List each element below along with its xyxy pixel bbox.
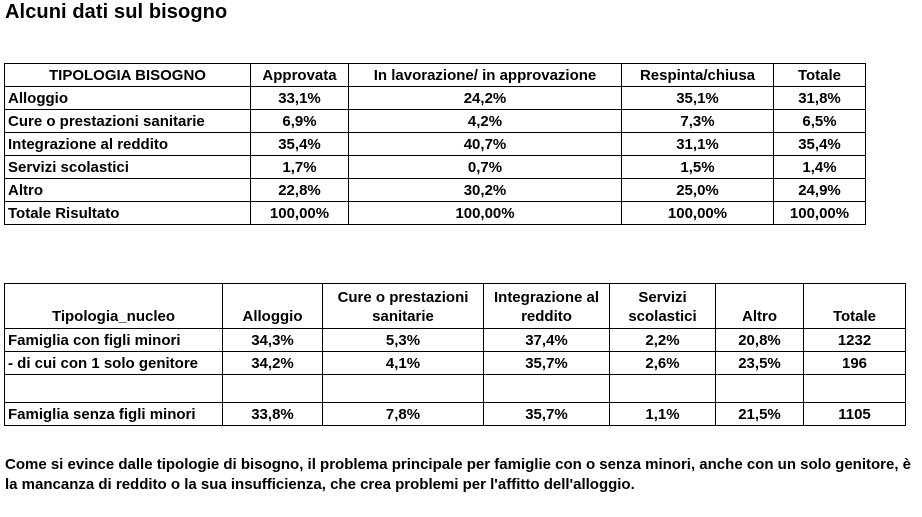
table-row [5, 110, 866, 133]
column-header: Tipologia_nucleo [5, 284, 223, 329]
column-header: Approvata [251, 64, 349, 87]
empty-cell [323, 375, 484, 403]
table-cell: 20,8% [716, 329, 804, 352]
empty-cell [610, 375, 716, 403]
column-header: In lavorazione/ in approvazione [349, 64, 622, 87]
column-header: Totale [774, 64, 866, 87]
bisogno-status-table [4, 63, 866, 225]
empty-cell [223, 375, 323, 403]
column-header: Cure o prestazioni sanitarie [323, 284, 484, 329]
empty-cell [804, 375, 906, 403]
empty-cell [484, 375, 610, 403]
table-cell: 1,7% [251, 156, 349, 179]
table-cell: 34,2% [223, 352, 323, 375]
table-cell: 100,00% [349, 202, 622, 225]
row-label: Alloggio [5, 87, 251, 110]
table-cell: 100,00% [251, 202, 349, 225]
table-cell: 40,7% [349, 133, 622, 156]
table-cell: 23,5% [716, 352, 804, 375]
table-cell: 25,0% [622, 179, 774, 202]
table-cell: 1105 [804, 403, 906, 426]
table-cell: 35,7% [484, 352, 610, 375]
table-row [5, 179, 866, 202]
table-cell: 4,2% [349, 110, 622, 133]
table-header-row [5, 284, 906, 329]
table-cell: 6,9% [251, 110, 349, 133]
table-cell: 33,1% [251, 87, 349, 110]
table-cell: 2,2% [610, 329, 716, 352]
table-row [5, 156, 866, 179]
column-header: Integrazione al reddito [484, 284, 610, 329]
table-cell: 35,1% [622, 87, 774, 110]
empty-row [5, 375, 906, 403]
table-cell: 7,3% [622, 110, 774, 133]
page-title: Alcuni dati sul bisogno [5, 1, 228, 23]
column-header: Totale [804, 284, 906, 329]
table-cell: 21,5% [716, 403, 804, 426]
row-label: Cure o prestazioni sanitarie [5, 110, 251, 133]
row-label: Integrazione al reddito [5, 133, 251, 156]
table-cell: 35,4% [774, 133, 866, 156]
row-label: Famiglia con figli minori [5, 329, 223, 352]
column-header: Altro [716, 284, 804, 329]
table-cell: 30,2% [349, 179, 622, 202]
table-cell: 5,3% [323, 329, 484, 352]
table-cell: 1,4% [774, 156, 866, 179]
table-cell: 2,6% [610, 352, 716, 375]
conclusion-text: Come si evince dalle tipologie di bisogno, il problema principale per famiglie con o senza minori, anche con un solo genitore, è la mancanza di reddito o la sua insufficienza, che crea problemi per l'affitto dell'alloggio. [5, 456, 912, 493]
table-cell: 35,7% [484, 403, 610, 426]
table-cell: 24,2% [349, 87, 622, 110]
table-total-row [5, 202, 866, 225]
table-cell: 34,3% [223, 329, 323, 352]
table-cell: 31,8% [774, 87, 866, 110]
table-cell: 7,8% [323, 403, 484, 426]
column-header: Respinta/chiusa [622, 64, 774, 87]
table-row [5, 133, 866, 156]
column-header: Servizi scolastici [610, 284, 716, 329]
table-cell: 6,5% [774, 110, 866, 133]
row-label: Servizi scolastici [5, 156, 251, 179]
table-cell: 0,7% [349, 156, 622, 179]
table-cell: 37,4% [484, 329, 610, 352]
empty-cell [716, 375, 804, 403]
table-row [5, 352, 906, 375]
row-label: Totale Risultato [5, 202, 251, 225]
table-header-row [5, 64, 866, 87]
table-row [5, 403, 906, 426]
table-cell: 100,00% [774, 202, 866, 225]
table-cell: 35,4% [251, 133, 349, 156]
table-row [5, 329, 906, 352]
column-header: Alloggio [223, 284, 323, 329]
table-cell: 100,00% [622, 202, 774, 225]
nucleo-table [4, 283, 906, 426]
table-cell: 22,8% [251, 179, 349, 202]
table-cell: 4,1% [323, 352, 484, 375]
table-cell: 1,5% [622, 156, 774, 179]
table-cell: 33,8% [223, 403, 323, 426]
table-cell: 1232 [804, 329, 906, 352]
table-cell: 1,1% [610, 403, 716, 426]
row-label: Altro [5, 179, 251, 202]
row-label: - di cui con 1 solo genitore [5, 352, 223, 375]
table-cell: 24,9% [774, 179, 866, 202]
table-cell: 31,1% [622, 133, 774, 156]
empty-cell [5, 375, 223, 403]
row-label: Famiglia senza figli minori [5, 403, 223, 426]
column-header: TIPOLOGIA BISOGNO [5, 64, 251, 87]
table-cell: 196 [804, 352, 906, 375]
table-row [5, 87, 866, 110]
